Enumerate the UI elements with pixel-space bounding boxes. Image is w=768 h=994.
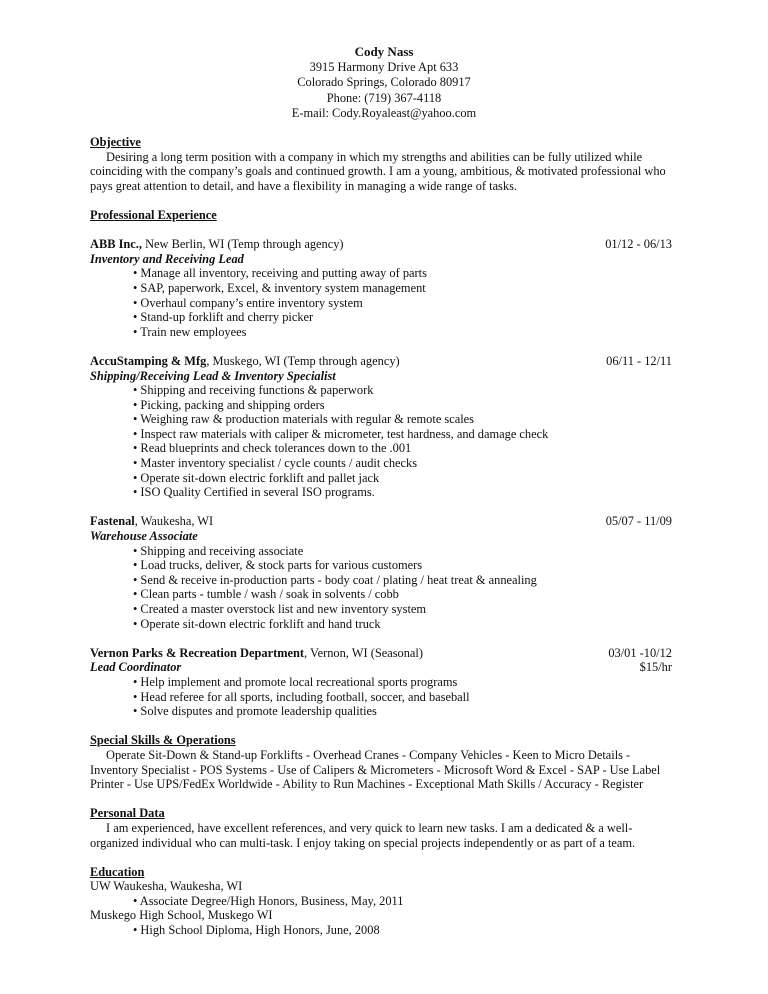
address-line-2: Colorado Springs, Colorado 80917 bbox=[297, 75, 471, 89]
job-entry bbox=[90, 237, 672, 339]
job-entry bbox=[90, 514, 672, 631]
company-name: Vernon Parks & Recreation Department bbox=[90, 645, 305, 660]
duty-item: • Picking, packing and shipping orders bbox=[133, 397, 325, 412]
job-title: Lead Coordinator bbox=[90, 660, 182, 675]
company-name: AccuStamping & Mfg bbox=[90, 353, 207, 368]
education-heading: Education bbox=[90, 864, 145, 879]
duty-item: • Train new employees bbox=[133, 324, 247, 339]
phone-number: Phone: (719) 367-4118 bbox=[326, 90, 442, 105]
job-title: Warehouse Associate bbox=[90, 529, 198, 544]
company-name: ABB Inc., bbox=[90, 237, 142, 252]
job-duties bbox=[90, 383, 672, 500]
address-line-1: 3915 Harmony Drive Apt 633 bbox=[309, 59, 459, 74]
duty-item: • Clean parts - tumble / wash / soak in solvents / cobb bbox=[133, 587, 399, 602]
skills-text: Operate Sit-Down & Stand-up Forklifts - Overhead Cranes - Company Vehicles - Keen to Micro Details - Inventory Specialist - POS Systems - Use of Calipers & Micrometers - Microsoft Word & Excel - SAP - Use Label Printer - Use UPS/FedEx Worldwide - Ability to Run Machines - Exceptional Math Skills / Accuracy - Register bbox=[90, 747, 661, 792]
duty-item: • ISO Quality Certified in several ISO programs. bbox=[133, 485, 375, 500]
job-subheader bbox=[90, 660, 672, 675]
job-duties bbox=[90, 675, 672, 719]
experience-heading: Professional Experience bbox=[90, 207, 217, 222]
job-location: New Berlin, WI (Temp through agency) bbox=[141, 237, 344, 252]
objective-section bbox=[90, 135, 672, 193]
duty-item: • Stand-up forklift and cherry picker bbox=[133, 310, 314, 325]
job-header bbox=[90, 646, 672, 661]
job-entry bbox=[90, 354, 672, 500]
duty-item: • Manage all inventory, receiving and putting away of parts bbox=[133, 266, 427, 281]
skills-section bbox=[90, 733, 672, 791]
job-title: Inventory and Receiving Lead bbox=[90, 251, 244, 266]
school-details bbox=[90, 894, 672, 909]
duty-item: • Weighing raw & production materials with regular & remote scales bbox=[133, 412, 475, 427]
job-header bbox=[90, 514, 672, 529]
candidate-name: Cody Nass bbox=[354, 44, 414, 59]
objective-paragraph bbox=[90, 150, 672, 194]
email-address: E-mail: Cody.Royaleast@yahoo.com bbox=[291, 106, 477, 120]
job-dates: 01/12 - 06/13 bbox=[605, 237, 672, 252]
duty-item: • Operate sit-down electric forklift and hand truck bbox=[133, 616, 381, 631]
duty-item: • Inspect raw materials with caliper & micrometer, test hardness, and damage check bbox=[133, 426, 549, 441]
duty-item: • Help implement and promote local recreational sports programs bbox=[133, 674, 458, 689]
job-pay-rate: $15/hr bbox=[639, 660, 672, 675]
objective-text: Desiring a long term position with a company in which my strengths and abilities can be fully utilized while coinciding with the company’s goals and continued growth. I am a young, ambitious, & motivated professional who pays great attention to detail, and have a flexibility in managing a wide range of tasks. bbox=[90, 149, 666, 193]
duty-item: • Shipping and receiving associate bbox=[133, 543, 304, 558]
job-duties bbox=[90, 266, 672, 339]
job-duties bbox=[90, 544, 672, 632]
company-name: Fastenal bbox=[90, 514, 135, 529]
duty-item: • SAP, paperwork, Excel, & inventory system management bbox=[133, 280, 426, 295]
school-name: Muskego High School, Muskego WI bbox=[90, 908, 273, 923]
job-header bbox=[90, 354, 672, 369]
personal-heading: Personal Data bbox=[90, 806, 165, 821]
skills-heading: Special Skills & Operations bbox=[90, 733, 236, 748]
duty-item: • Created a master overstock list and new inventory system bbox=[133, 602, 427, 616]
job-dates: 06/11 - 12/11 bbox=[606, 353, 672, 368]
job-entry bbox=[90, 646, 672, 719]
duty-item: • Read blueprints and check tolerances down to the .001 bbox=[133, 441, 412, 456]
objective-heading: Objective bbox=[90, 135, 141, 149]
education-section bbox=[90, 865, 672, 938]
degree-item: • Associate Degree/High Honors, Business, May, 2011 bbox=[133, 893, 404, 908]
job-header bbox=[90, 237, 672, 252]
job-location: , Vernon, WI (Seasonal) bbox=[304, 645, 423, 660]
personal-text: I am experienced, have excellent references, and very quick to learn new tasks. I am a dedicated & a well-organized individual who can multi-task. I enjoy taking on special projects independently or as part of a team. bbox=[90, 820, 636, 850]
school-details bbox=[90, 923, 672, 938]
job-dates: 03/01 -10/12 bbox=[608, 645, 672, 660]
skills-paragraph bbox=[90, 748, 672, 792]
duty-item: • Send & receive in-production parts - body coat / plating / heat treat & annealing bbox=[133, 572, 537, 587]
degree-item: • High School Diploma, High Honors, June, 2008 bbox=[133, 923, 380, 938]
duty-item: • Operate sit-down electric forklift and pallet jack bbox=[133, 470, 380, 485]
job-title: Shipping/Receiving Lead & Inventory Specialist bbox=[90, 368, 336, 383]
duty-item: • Master inventory specialist / cycle counts / audit checks bbox=[133, 456, 418, 471]
experience-section bbox=[90, 208, 672, 719]
school-name: UW Waukesha, Waukesha, WI bbox=[90, 879, 243, 894]
contact-header bbox=[0, 44, 768, 122]
job-dates: 05/07 - 11/09 bbox=[605, 514, 672, 529]
duty-item: • Shipping and receiving functions & paperwork bbox=[133, 383, 374, 398]
duty-item: • Overhaul company’s entire inventory system bbox=[133, 295, 363, 310]
job-location: , Muskego, WI (Temp through agency) bbox=[206, 353, 400, 368]
duty-item: • Head referee for all sports, including football, soccer, and baseball bbox=[133, 689, 470, 704]
duty-item: • Load trucks, deliver, & stock parts for various customers bbox=[133, 558, 423, 573]
job-location: , Waukesha, WI bbox=[134, 514, 214, 529]
personal-section bbox=[90, 806, 672, 850]
personal-paragraph bbox=[90, 821, 672, 850]
resume-body bbox=[90, 135, 672, 938]
duty-item: • Solve disputes and promote leadership qualities bbox=[133, 704, 377, 719]
